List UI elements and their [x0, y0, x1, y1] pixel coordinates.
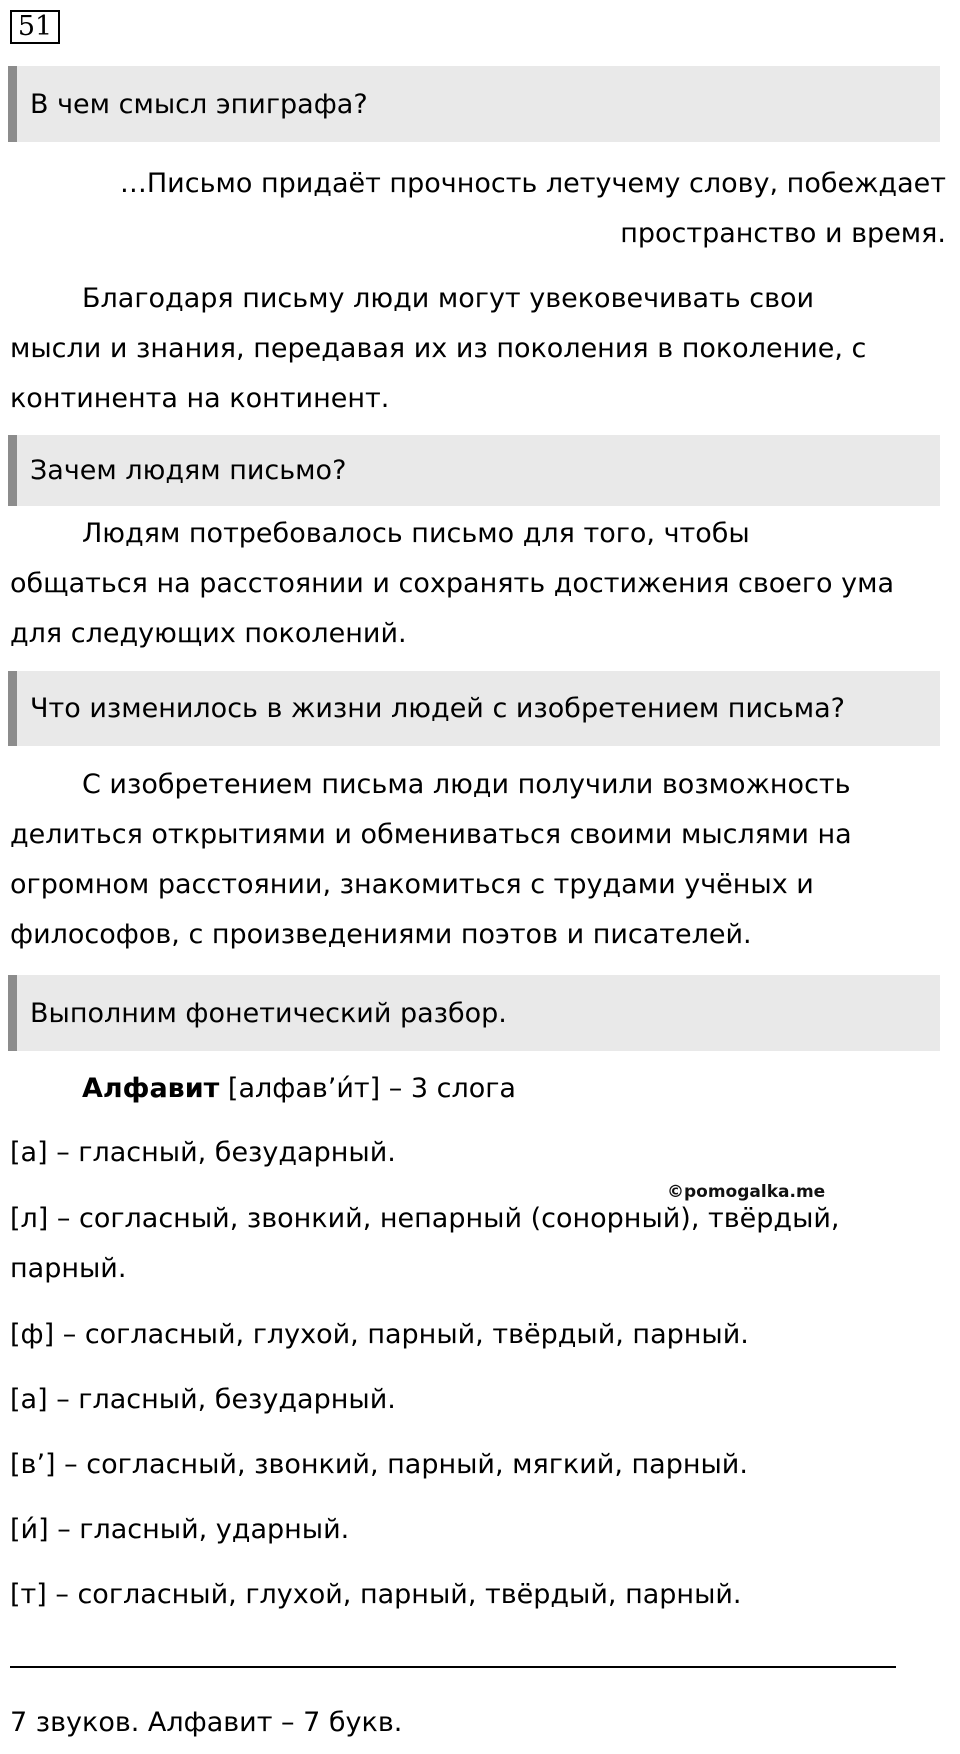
question-text: Выполним фонетический разбор. [30, 997, 507, 1029]
sound-line: парный. [10, 1253, 127, 1284]
answer-line: континента на континент. [10, 383, 390, 414]
question-epigraph [8, 66, 940, 142]
question-what-changed [8, 671, 940, 746]
epigraph-line: …Письмо придаёт прочность летучему слову, побеждает [119, 168, 946, 199]
sound-line: [л] – согласный, звонкий, непарный (сонорный), твёрдый, [10, 1203, 840, 1234]
question-text: Зачем людям письмо? [30, 455, 347, 486]
answer-line: огромном расстоянии, знакомиться с трудами учёных и [10, 869, 814, 900]
sound-line: [т] – согласный, глухой, парный, твёрдый, парный. [10, 1579, 742, 1610]
answer-line: мысли и знания, передавая их из поколения в поколение, с [10, 333, 867, 364]
answer-line: философов, с произведениями поэтов и писателей. [10, 919, 752, 950]
phonetic-word: Алфавит [82, 1073, 220, 1104]
sound-line: [ф] – согласный, глухой, парный, твёрдый, парный. [10, 1319, 749, 1350]
phonetic-transcription: [алфав’и́т] – 3 слога [219, 1073, 516, 1104]
task-number: 51 [10, 10, 60, 44]
answer-line: делиться открытиями и обмениваться своими мыслями на [10, 819, 852, 850]
sound-line: [в’] – согласный, звонкий, парный, мягкий, парный. [10, 1449, 748, 1480]
question-phonetic [8, 975, 940, 1051]
divider [10, 1666, 896, 1668]
question-text: В чем смысл эпиграфа? [30, 88, 368, 120]
summary-line: 7 звуков. Алфавит – 7 букв. [10, 1707, 403, 1738]
epigraph-line: пространство и время. [620, 218, 946, 249]
answer-line: Людям потребовалось письмо для того, чтобы [82, 518, 750, 549]
answer-line: С изобретением письма люди получили возможность [82, 769, 851, 800]
sound-line: [а] – гласный, безударный. [10, 1384, 396, 1415]
answer-line: общаться на расстоянии и сохранять достижения своего ума [10, 568, 895, 599]
phonetic-header [82, 1072, 516, 1106]
question-why-writing [8, 435, 940, 506]
answer-line: Благодаря письму люди могут увековечивать свои [82, 283, 815, 314]
watermark: ©pomogalka.me [667, 1182, 826, 1202]
sound-line: [и́] – гласный, ударный. [10, 1514, 350, 1545]
answer-line: для следующих поколений. [10, 618, 407, 649]
sound-line: [а] – гласный, безударный. [10, 1137, 396, 1168]
question-text: Что изменилось в жизни людей с изобретением письма? [30, 693, 845, 724]
